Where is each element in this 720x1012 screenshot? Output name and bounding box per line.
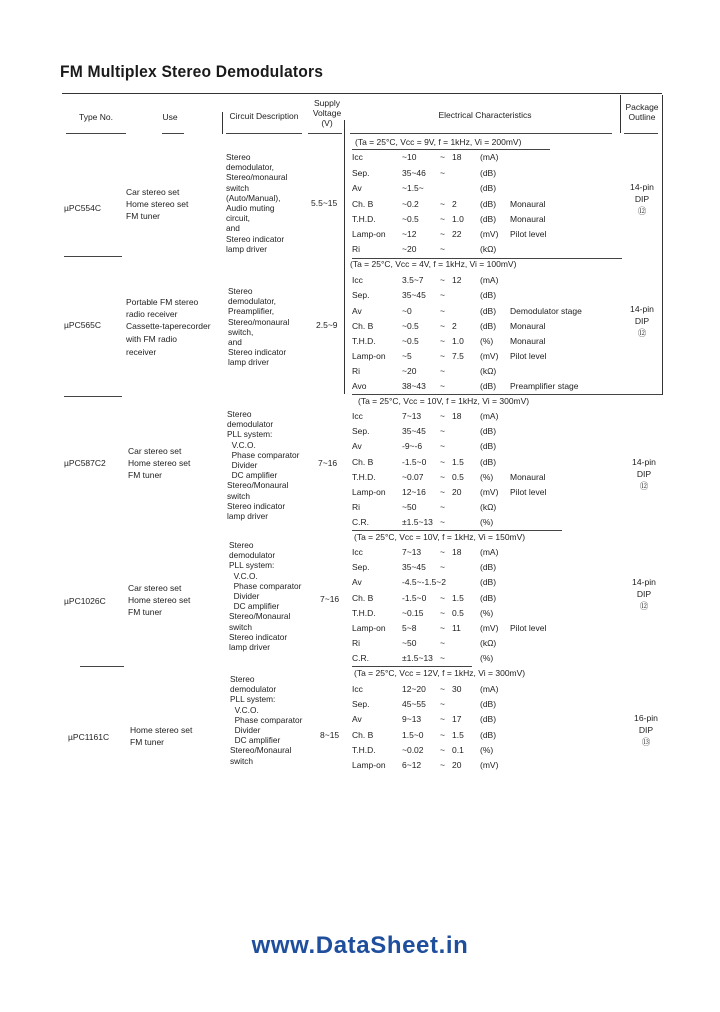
char-unit: (mA) (480, 684, 499, 694)
char-param: Av (352, 577, 362, 587)
char-val: ~5 (402, 351, 412, 361)
header-underline-circuit (226, 133, 302, 134)
header-circuit: Circuit Description (229, 111, 299, 121)
char-row (352, 290, 622, 302)
char-tilde: ~ (440, 457, 445, 467)
char-val: 12~20 (402, 684, 426, 694)
char-row (352, 244, 622, 256)
header-right-rule-2 (662, 95, 663, 395)
char-note: Monaural (510, 321, 546, 331)
char-row (352, 321, 622, 333)
device-use-line: Home stereo set (130, 725, 193, 735)
char-val: 35~45 (402, 562, 426, 572)
supply-voltage: 2.5~9 (316, 320, 338, 330)
char-tilde: ~ (440, 653, 445, 663)
test-conditions: (Ta = 25°C, Vcc = 12V, f = 1kHz, Vi = 300mV) (354, 668, 526, 678)
char-unit: (mA) (480, 547, 499, 557)
char-max: 30 (452, 684, 462, 694)
char-row (352, 608, 622, 620)
device-type: µPC1161C (68, 732, 110, 742)
char-row (352, 152, 622, 164)
char-tilde: ~ (440, 745, 445, 755)
char-tilde: ~ (440, 306, 445, 316)
char-tilde: ~ (440, 152, 445, 162)
char-val: -9~-6 (402, 441, 423, 451)
char-param: Avo (352, 381, 367, 391)
char-row (352, 730, 622, 742)
char-unit: (dB) (480, 457, 497, 467)
char-row (352, 183, 622, 195)
device-use-line: FM tuner (128, 470, 163, 480)
char-param: Sep. (352, 562, 370, 572)
package-code: ⑬ (641, 737, 651, 747)
char-tilde: ~ (440, 593, 445, 603)
char-max: 20 (452, 487, 462, 497)
char-unit: (dB) (480, 593, 497, 603)
char-tilde: ~ (440, 366, 445, 376)
char-row (352, 577, 622, 589)
char-row (352, 411, 622, 423)
char-param: Av (352, 714, 362, 724)
char-val: -4.5~-1.5~2 (402, 577, 446, 587)
char-unit: (mV) (480, 351, 499, 361)
char-param: T.H.D. (352, 214, 376, 224)
char-val: ±1.5~13 (402, 517, 433, 527)
package-code: ⑫ (639, 601, 649, 611)
header-underline-type (66, 133, 126, 134)
package-outline (616, 712, 676, 748)
char-unit: (dB) (480, 730, 497, 740)
char-tilde: ~ (440, 321, 445, 331)
char-tilde: ~ (440, 381, 445, 391)
supply-voltage: 8~15 (320, 730, 340, 740)
char-max: 18 (452, 547, 462, 557)
device-use-line: with FM radio (126, 334, 178, 344)
char-note: Pilot level (510, 487, 547, 497)
char-param: Lamp-on (352, 760, 386, 770)
conditions-underline (352, 149, 550, 150)
package-pins: 14-pin (632, 577, 656, 587)
char-row (352, 214, 622, 226)
char-unit: (%) (480, 745, 494, 755)
char-val: 38~43 (402, 381, 426, 391)
char-param: Lamp-on (352, 229, 386, 239)
char-unit: (dB) (480, 214, 497, 224)
char-max: 1.5 (452, 593, 464, 603)
char-tilde: ~ (440, 638, 445, 648)
char-note: Pilot level (510, 351, 547, 361)
char-tilde: ~ (440, 714, 445, 724)
char-row (352, 714, 622, 726)
char-param: Icc (352, 152, 363, 162)
char-max: 1.5 (452, 730, 464, 740)
char-max: 1.5 (452, 457, 464, 467)
char-row (352, 199, 622, 211)
char-max: 17 (452, 714, 462, 724)
char-row (352, 638, 622, 650)
char-unit: (dB) (480, 183, 497, 193)
char-unit: (mV) (480, 229, 499, 239)
char-param: C.R. (352, 517, 369, 527)
char-val: -1.5~0 (402, 457, 427, 467)
package-outline (614, 456, 674, 492)
char-tilde: ~ (440, 547, 445, 557)
char-tilde: ~ (440, 351, 445, 361)
char-val: 6~12 (402, 760, 422, 770)
package-outline (612, 303, 672, 339)
char-row (352, 275, 622, 287)
char-tilde: ~ (440, 290, 445, 300)
test-conditions: (Ta = 25°C, Vcc = 4V, f = 1kHz, Vi = 100mV) (350, 259, 517, 269)
char-tilde: ~ (440, 426, 445, 436)
char-unit: (dB) (480, 321, 497, 331)
char-val: ~0.02 (402, 745, 424, 755)
char-row (352, 623, 622, 635)
char-val: ~0.5 (402, 321, 419, 331)
char-row (352, 366, 622, 378)
char-max: 7.5 (452, 351, 464, 361)
char-param: Av (352, 441, 362, 451)
char-param: Ch. B (352, 730, 374, 740)
char-row (352, 699, 622, 711)
header-use: Use (162, 112, 178, 122)
circuit-description: Stereo demodulator, Preamplifier, Stereo/monaural switch, and Stereo indicator lamp driver (228, 286, 290, 368)
char-tilde: ~ (440, 441, 445, 451)
char-tilde: ~ (440, 487, 445, 497)
char-val: -1.5~0 (402, 593, 427, 603)
char-val: ~0.07 (402, 472, 424, 482)
char-unit: (%) (480, 336, 494, 346)
char-tilde: ~ (440, 562, 445, 572)
char-unit: (mV) (480, 760, 499, 770)
char-val: 35~45 (402, 426, 426, 436)
char-unit: (dB) (480, 562, 497, 572)
device-use-line: Home stereo set (126, 199, 189, 209)
char-unit: (kΩ) (480, 502, 497, 512)
char-tilde: ~ (440, 244, 445, 254)
char-val: ~0.15 (402, 608, 424, 618)
char-val: 12~16 (402, 487, 426, 497)
char-note: Monaural (510, 199, 546, 209)
char-row (352, 472, 622, 484)
char-val: ~0 (402, 306, 412, 316)
char-unit: (kΩ) (480, 244, 497, 254)
char-tilde: ~ (440, 168, 445, 178)
char-val: 1.5~0 (402, 730, 424, 740)
header-underline-electrical (350, 133, 612, 134)
char-val: 3.5~7 (402, 275, 424, 285)
char-tilde: ~ (440, 623, 445, 633)
device-type: µPC565C (64, 320, 102, 330)
device-separator-right (352, 394, 662, 395)
char-max: 0.5 (452, 608, 464, 618)
char-val: 7~13 (402, 547, 422, 557)
char-row (352, 562, 622, 574)
char-unit: (%) (480, 653, 494, 663)
char-param: T.H.D. (352, 608, 376, 618)
char-val: 35~45 (402, 290, 426, 300)
char-row (352, 441, 622, 453)
char-tilde: ~ (440, 608, 445, 618)
char-param: Icc (352, 547, 363, 557)
char-unit: (dB) (480, 441, 497, 451)
device-use-line: Car stereo set (126, 187, 180, 197)
device-type: µPC587C2 (64, 458, 106, 468)
char-unit: (dB) (480, 306, 497, 316)
char-val: ±1.5~13 (402, 653, 433, 663)
char-param: Lamp-on (352, 623, 386, 633)
char-unit: (dB) (480, 577, 497, 587)
header-package: Package Outline (625, 102, 659, 122)
char-unit: (mA) (480, 152, 499, 162)
char-val: 45~55 (402, 699, 426, 709)
char-tilde: ~ (440, 275, 445, 285)
char-unit: (mA) (480, 411, 499, 421)
char-val: ~0.2 (402, 199, 419, 209)
char-param: Ch. B (352, 457, 374, 467)
char-max: 11 (452, 623, 461, 633)
char-unit: (dB) (480, 714, 497, 724)
char-param: Ri (352, 502, 361, 512)
char-val: ~12 (402, 229, 417, 239)
char-max: 1.0 (452, 336, 464, 346)
char-val: ~50 (402, 638, 417, 648)
char-unit: (%) (480, 472, 494, 482)
char-row (352, 517, 622, 529)
char-unit: (mA) (480, 275, 499, 285)
device-use-line: Cassette-taperecorder (126, 321, 211, 331)
char-param: Ri (352, 244, 361, 254)
char-tilde: ~ (440, 760, 445, 770)
char-param: Ri (352, 638, 361, 648)
char-param: Av (352, 183, 362, 193)
char-val: ~10 (402, 152, 417, 162)
char-unit: (kΩ) (480, 638, 497, 648)
char-param: Ch. B (352, 321, 374, 331)
char-row (352, 351, 622, 363)
char-row (352, 457, 622, 469)
char-max: 2 (452, 321, 457, 331)
char-val: ~50 (402, 502, 417, 512)
char-row (352, 306, 622, 318)
char-tilde: ~ (440, 472, 445, 482)
package-type: DIP (634, 316, 650, 326)
device-separator (64, 256, 122, 257)
device-type: µPC554C (64, 203, 102, 213)
char-unit: (dB) (480, 426, 497, 436)
char-unit: (%) (480, 517, 494, 527)
package-type: DIP (636, 589, 652, 599)
char-val: 5~8 (402, 623, 417, 633)
char-param: Ri (352, 366, 361, 376)
char-row (352, 487, 622, 499)
char-max: 22 (452, 229, 462, 239)
char-param: Sep. (352, 168, 370, 178)
char-row (352, 593, 622, 605)
char-max: 12 (452, 275, 462, 285)
char-tilde: ~ (440, 411, 445, 421)
char-val: ~1.5~ (402, 183, 424, 193)
char-row (352, 336, 622, 348)
device-use-line: Home stereo set (128, 458, 191, 468)
char-val: ~0.5 (402, 214, 419, 224)
package-code: ⑫ (637, 206, 647, 216)
char-param: Sep. (352, 699, 370, 709)
device-use-line: FM tuner (128, 607, 163, 617)
header-underline-use (162, 133, 184, 134)
device-use-line: Portable FM stereo (126, 297, 199, 307)
supply-voltage: 5.5~15 (311, 198, 338, 208)
device-use-line: Car stereo set (128, 583, 182, 593)
char-note: Monaural (510, 472, 546, 482)
package-pins: 14-pin (630, 182, 654, 192)
char-max: 18 (452, 411, 462, 421)
char-val: ~20 (402, 244, 417, 254)
char-val: 7~13 (402, 411, 422, 421)
device-separator (80, 666, 124, 667)
char-tilde: ~ (440, 199, 445, 209)
char-tilde: ~ (440, 229, 445, 239)
header-top-rule (62, 93, 662, 94)
char-param: C.R. (352, 653, 369, 663)
voltage-col-rule (344, 120, 345, 394)
device-use-line: FM tuner (126, 211, 161, 221)
char-max: 20 (452, 760, 462, 770)
device-separator-right (352, 666, 472, 667)
package-pins: 14-pin (632, 457, 656, 467)
char-unit: (dB) (480, 290, 497, 300)
test-conditions: (Ta = 25°C, Vcc = 9V, f = 1kHz, Vi = 200mV) (355, 137, 522, 147)
char-row (352, 745, 622, 757)
header-electrical: Electrical Characteristics (438, 110, 532, 120)
package-code: ⑫ (639, 481, 649, 491)
char-note: Demodulator stage (510, 306, 582, 316)
char-max: 0.1 (452, 745, 464, 755)
char-tilde: ~ (440, 699, 445, 709)
char-val: 35~46 (402, 168, 426, 178)
header-supply: Supply Voltage (V) (312, 98, 342, 128)
package-outline (612, 181, 672, 217)
char-tilde: ~ (440, 214, 445, 224)
char-unit: (mV) (480, 623, 499, 633)
device-type: µPC1026C (64, 596, 106, 606)
char-param: Lamp-on (352, 351, 386, 361)
header-underline-voltage (308, 133, 342, 134)
char-row (352, 381, 622, 393)
char-row (352, 229, 622, 241)
header-type-no: Type No. (78, 112, 114, 122)
char-row (352, 426, 622, 438)
char-row (352, 653, 622, 665)
char-param: Ch. B (352, 199, 374, 209)
char-row (352, 684, 622, 696)
circuit-description: Stereo demodulator PLL system: V.C.O. Phase comparator Divider DC amplifier Stereo/Monaural switch Stereo indicator lamp driver (227, 409, 300, 522)
char-param: Icc (352, 275, 363, 285)
header-underline-package (624, 133, 658, 134)
char-note: Pilot level (510, 229, 547, 239)
char-unit: (%) (480, 608, 494, 618)
char-param: Icc (352, 684, 363, 694)
char-val: ~20 (402, 366, 417, 376)
package-code: ⑫ (637, 328, 647, 338)
char-max: 0.5 (452, 472, 464, 482)
char-unit: (dB) (480, 699, 497, 709)
supply-voltage: 7~16 (320, 594, 340, 604)
device-use-line: Car stereo set (128, 446, 182, 456)
page-title: FM Multiplex Stereo Demodulators (60, 62, 324, 81)
package-type: DIP (634, 194, 650, 204)
char-tilde: ~ (440, 517, 445, 527)
char-row (352, 547, 622, 559)
char-param: T.H.D. (352, 336, 376, 346)
test-conditions: (Ta = 25°C, Vcc = 10V, f = 1kHz, Vi = 300mV) (358, 396, 530, 406)
char-tilde: ~ (440, 502, 445, 512)
device-use-line: receiver (126, 347, 157, 357)
device-separator (64, 396, 122, 397)
char-param: Sep. (352, 290, 370, 300)
char-param: T.H.D. (352, 745, 376, 755)
char-tilde: ~ (440, 730, 445, 740)
char-param: Ch. B (352, 593, 374, 603)
char-param: Lamp-on (352, 487, 386, 497)
char-tilde: ~ (440, 336, 445, 346)
package-type: DIP (638, 725, 654, 735)
package-pins: 14-pin (630, 304, 654, 314)
char-max: 18 (452, 152, 462, 162)
circuit-description: Stereo demodulator, Stereo/monaural switch (Auto/Manual), Audio muting circuit, and Stereo indicator lamp driver (226, 152, 288, 254)
circuit-description: Stereo demodulator PLL system: V.C.O. Phase comparator Divider DC amplifier Stereo/Monaural switch (230, 674, 303, 766)
char-param: Sep. (352, 426, 370, 436)
char-unit: (mV) (480, 487, 499, 497)
watermark-url[interactable]: www.DataSheet.in (251, 932, 469, 959)
char-unit: (dB) (480, 199, 497, 209)
char-row (352, 168, 622, 180)
char-tilde: ~ (440, 684, 445, 694)
char-note: Preamplifier stage (510, 381, 579, 391)
supply-voltage: 7~16 (318, 458, 338, 468)
device-use-line: Home stereo set (128, 595, 191, 605)
char-param: Icc (352, 411, 363, 421)
device-use-line: FM tuner (130, 737, 165, 747)
char-max: 1.0 (452, 214, 464, 224)
device-separator-right (352, 530, 562, 531)
circuit-description: Stereo demodulator PLL system: V.C.O. Phase comparator Divider DC amplifier Stereo/Monaural switch Stereo indicator lamp driver (229, 540, 302, 653)
char-param: T.H.D. (352, 472, 376, 482)
char-note: Monaural (510, 336, 546, 346)
char-unit: (dB) (480, 168, 497, 178)
char-max: 2 (452, 199, 457, 209)
char-row (352, 502, 622, 514)
device-use-line: radio receiver (126, 309, 178, 319)
char-val: ~0.5 (402, 336, 419, 346)
package-outline (614, 576, 674, 612)
test-conditions: (Ta = 25°C, Vcc = 10V, f = 1kHz, Vi = 150mV) (354, 532, 526, 542)
char-unit: (dB) (480, 381, 497, 391)
package-pins: 16-pin (634, 713, 658, 723)
char-param: Av (352, 306, 362, 316)
char-note: Monaural (510, 214, 546, 224)
char-note: Pilot level (510, 623, 547, 633)
package-type: DIP (636, 469, 652, 479)
char-row (352, 760, 622, 772)
char-unit: (kΩ) (480, 366, 497, 376)
char-val: 9~13 (402, 714, 422, 724)
